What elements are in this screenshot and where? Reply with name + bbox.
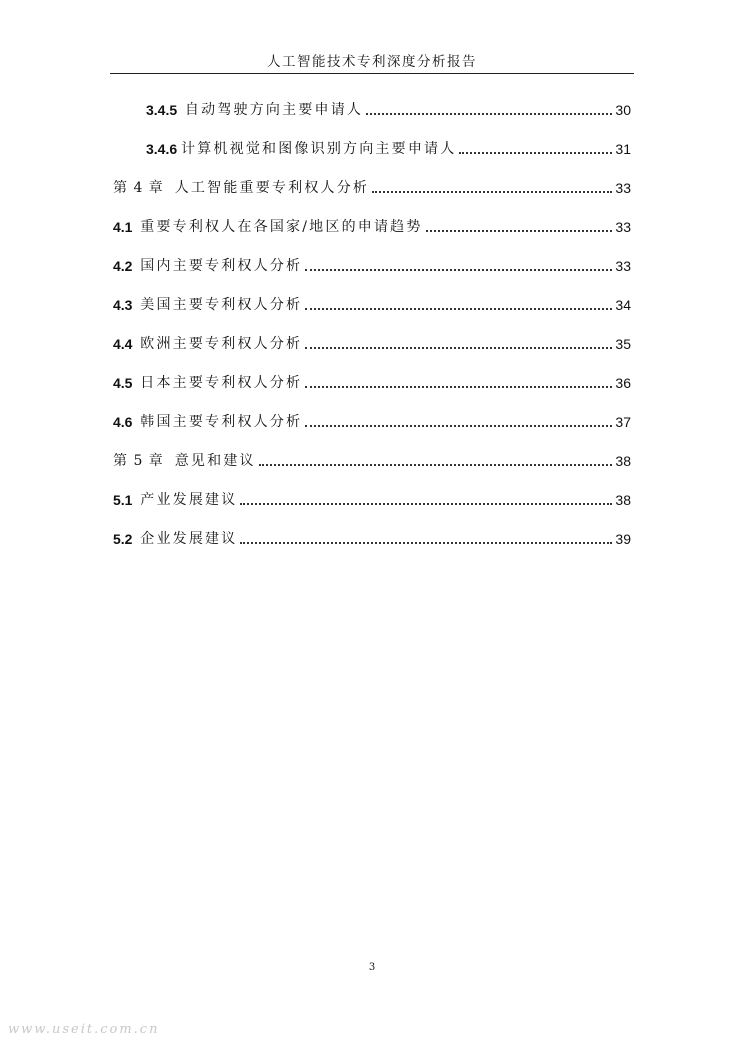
toc-page-number: 31 <box>615 141 631 157</box>
toc-title: 人工智能重要专利权人分析 <box>174 180 370 196</box>
toc-entry[interactable] <box>113 451 631 471</box>
toc-title: 意见和建议 <box>174 453 256 469</box>
toc-leader <box>305 307 612 310</box>
toc-page-number: 30 <box>615 102 631 118</box>
toc-entry[interactable] <box>113 373 631 393</box>
toc-entry[interactable] <box>113 334 631 354</box>
toc-leader <box>305 268 612 271</box>
toc-entry[interactable] <box>113 178 631 198</box>
toc-leader <box>305 346 612 349</box>
toc-leader <box>305 385 612 388</box>
toc-leader <box>459 151 612 154</box>
toc-entry[interactable] <box>113 256 631 276</box>
toc-entry[interactable] <box>113 217 631 237</box>
toc-leader <box>372 190 612 193</box>
toc-title: 产业发展建议 <box>140 492 238 508</box>
toc-entry[interactable] <box>113 529 631 549</box>
toc-title: 日本主要专利权人分析 <box>140 375 303 391</box>
toc-page-number: 38 <box>615 492 631 508</box>
toc-page-number: 37 <box>615 414 631 430</box>
toc-leader <box>240 541 612 544</box>
toc-page-number: 36 <box>615 375 631 391</box>
toc-leader <box>366 112 612 115</box>
toc-number: 4.5 <box>113 375 141 391</box>
page-header-title: 人工智能技术专利深度分析报告 <box>267 54 477 70</box>
toc-page-number: 33 <box>615 180 631 196</box>
toc-chapter-label: 第 5 章 <box>113 453 175 469</box>
toc-leader <box>259 463 613 466</box>
toc-title: 企业发展建议 <box>140 531 238 547</box>
toc-title: 自动驾驶方向主要申请人 <box>184 102 364 118</box>
toc-title: 国内主要专利权人分析 <box>140 258 303 274</box>
page-number: 3 <box>368 962 376 973</box>
toc-entry[interactable] <box>146 100 631 120</box>
toc-page-number: 35 <box>615 336 631 352</box>
toc-entry[interactable] <box>113 295 631 315</box>
toc-title: 韩国主要专利权人分析 <box>140 414 303 430</box>
toc-page-number: 39 <box>615 531 631 547</box>
toc-title: 美国主要专利权人分析 <box>140 297 303 313</box>
toc-number: 5.2 <box>113 531 141 547</box>
toc-number: 4.2 <box>113 258 141 274</box>
toc-number: 4.3 <box>113 297 141 313</box>
toc-title: 重要专利权人在各国家/地区的申请趋势 <box>140 219 423 235</box>
toc-number: 3.4.6 <box>146 141 182 157</box>
toc-title: 计算机视觉和图像识别方向主要申请人 <box>181 141 457 157</box>
toc-number: 4.4 <box>113 336 141 352</box>
watermark: www.useit.com.cn <box>8 1022 160 1037</box>
toc-page-number: 33 <box>615 258 631 274</box>
toc-leader <box>426 229 613 232</box>
toc-entry[interactable] <box>113 490 631 510</box>
toc-number: 4.1 <box>113 219 141 235</box>
toc-page-number: 34 <box>615 297 631 313</box>
toc-entry[interactable] <box>113 412 631 432</box>
toc-number: 5.1 <box>113 492 141 508</box>
toc-page-number: 38 <box>615 453 631 469</box>
toc-leader <box>305 424 612 427</box>
toc-page-number: 33 <box>615 219 631 235</box>
toc-number: 3.4.5 <box>146 102 185 118</box>
toc-title: 欧洲主要专利权人分析 <box>140 336 303 352</box>
toc-chapter-label: 第 4 章 <box>113 180 175 196</box>
toc-leader <box>240 502 612 505</box>
toc-entry[interactable] <box>146 139 631 159</box>
toc-number: 4.6 <box>113 414 141 430</box>
